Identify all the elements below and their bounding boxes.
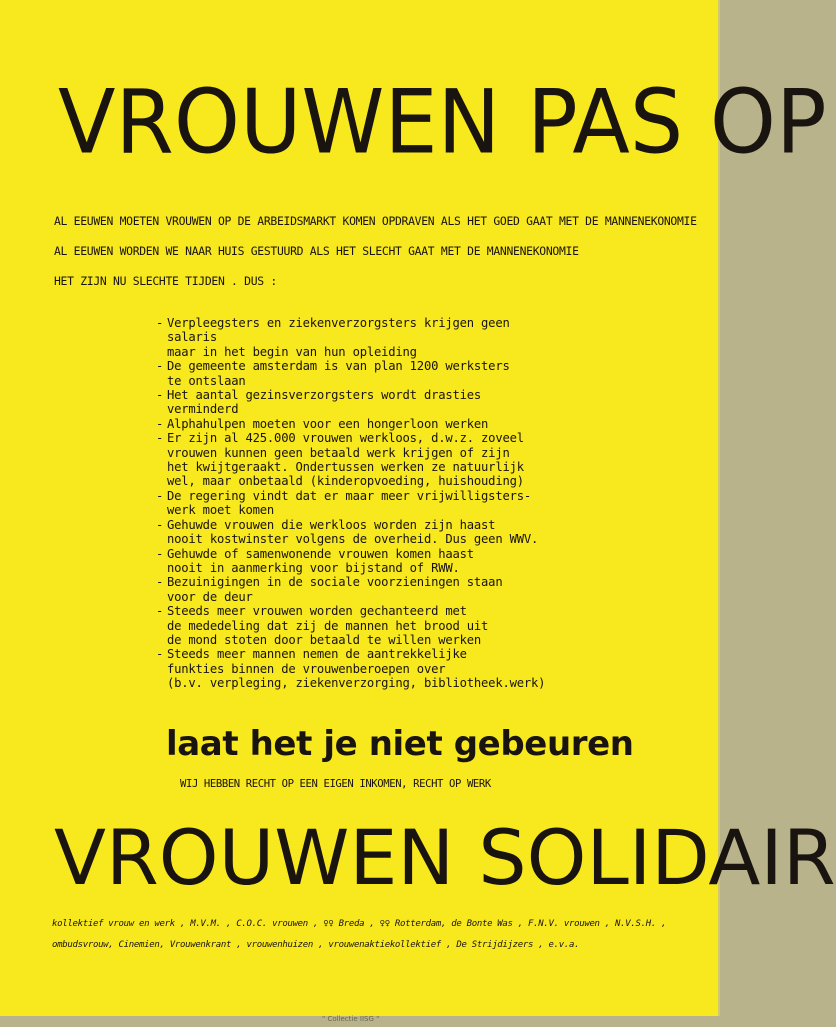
list-item: - Het aantal gezinsverzorgsters wordt drasties verminderd bbox=[156, 388, 482, 417]
subslogan: WIJ HEBBEN RECHT OP EEN EIGEN INKOMEN, RECHT OP WERK bbox=[180, 778, 491, 790]
intro-line: AL EEUWEN WORDEN WE NAAR HUIS GESTUURD ALS HET SLECHT GAAT MET DE MANNENEKONOMIE bbox=[54, 244, 579, 258]
list-item: - De gemeente amsterdam is van plan 1200 werksters te ontslaan bbox=[156, 359, 510, 388]
intro-line: AL EEUWEN MOETEN VROUWEN OP DE ARBEIDSMARKT KOMEN OPDRAVEN ALS HET GOED GAAT MET DE MANNENEKONOMIE bbox=[54, 214, 697, 228]
signature-heading: VROUWEN SOLIDAIR bbox=[54, 813, 836, 902]
dash-bullet: - bbox=[156, 359, 164, 374]
grievance-list bbox=[156, 316, 546, 691]
organizations-line: kollektief vrouw en werk , M.V.M. , C.O.C. vrouwen , ♀♀ Breda , ♀♀ Rotterdam, de Bonte Was , F.N.V. vrouwen , N.V.S.H. , bbox=[52, 919, 667, 929]
list-item: - Verpleegsters en ziekenverzorgsters krijgen geen salaris maar in het begin van hun opleiding bbox=[156, 316, 510, 359]
list-item: - Er zijn al 425.000 vrouwen werkloos, d.w.z. zoveel vrouwen kunnen geen betaald werk krijgen of zijn het kwijtgeraakt. Ondertussen werken ze natuurlijk wel, maar onbetaald (kinderopvoeding, huishouding) bbox=[156, 431, 524, 489]
poster-title: VROUWEN PAS OP bbox=[58, 70, 827, 174]
dash-bullet: - bbox=[156, 416, 164, 431]
dash-bullet: - bbox=[156, 388, 164, 403]
list-item: - Steeds meer vrouwen worden gechanteerd met de mededeling dat zij de mannen het brood uit de mond stoten door betaald te willen werken bbox=[156, 604, 489, 647]
organizations-line: ombudsvrouw, Cinemien, Vrouwenkrant , vrouwenhuizen , vrouwenaktiekollektief , De Strijdijzers , e.v.a. bbox=[52, 940, 580, 950]
intro-text bbox=[54, 206, 697, 296]
dash-bullet: - bbox=[156, 316, 164, 330]
list-item: - Bezuinigingen in de sociale voorzieningen staan voor de deur bbox=[156, 575, 503, 604]
dash-bullet: - bbox=[156, 517, 164, 532]
dash-bullet: - bbox=[156, 575, 164, 590]
dash-bullet: - bbox=[156, 604, 164, 619]
organizations-list bbox=[52, 914, 692, 956]
dash-bullet: - bbox=[156, 431, 164, 446]
list-item: - Alphahulpen moeten voor een hongerloon werken bbox=[156, 416, 489, 431]
list-item: - Steeds meer mannen nemen de aantrekkelijke funkties binnen de vrouwenberoepen over (b.v. verpleging, ziekenverzorging, bibliotheek.werk) bbox=[156, 647, 546, 691]
archive-stamp: " Collectie IISG " bbox=[322, 1015, 380, 1023]
intro-line: HET ZIJN NU SLECHTE TIJDEN . DUS : bbox=[54, 274, 277, 288]
dash-bullet: - bbox=[156, 488, 164, 503]
list-item: - De regering vindt dat er maar meer vrijwilligsters- werk moet komen bbox=[156, 488, 532, 518]
slogan: laat het je niet gebeuren bbox=[166, 724, 634, 764]
list-item: - Gehuwde of samenwonende vrouwen komen haast nooit in aanmerking voor bijstand of RWW. bbox=[156, 546, 474, 575]
list-item: - Gehuwde vrouwen die werkloos worden zijn haast nooit kostwinster volgens de overheid. Dus geen WWV. bbox=[156, 517, 539, 547]
dash-bullet: - bbox=[156, 546, 164, 561]
dash-bullet: - bbox=[156, 647, 164, 662]
